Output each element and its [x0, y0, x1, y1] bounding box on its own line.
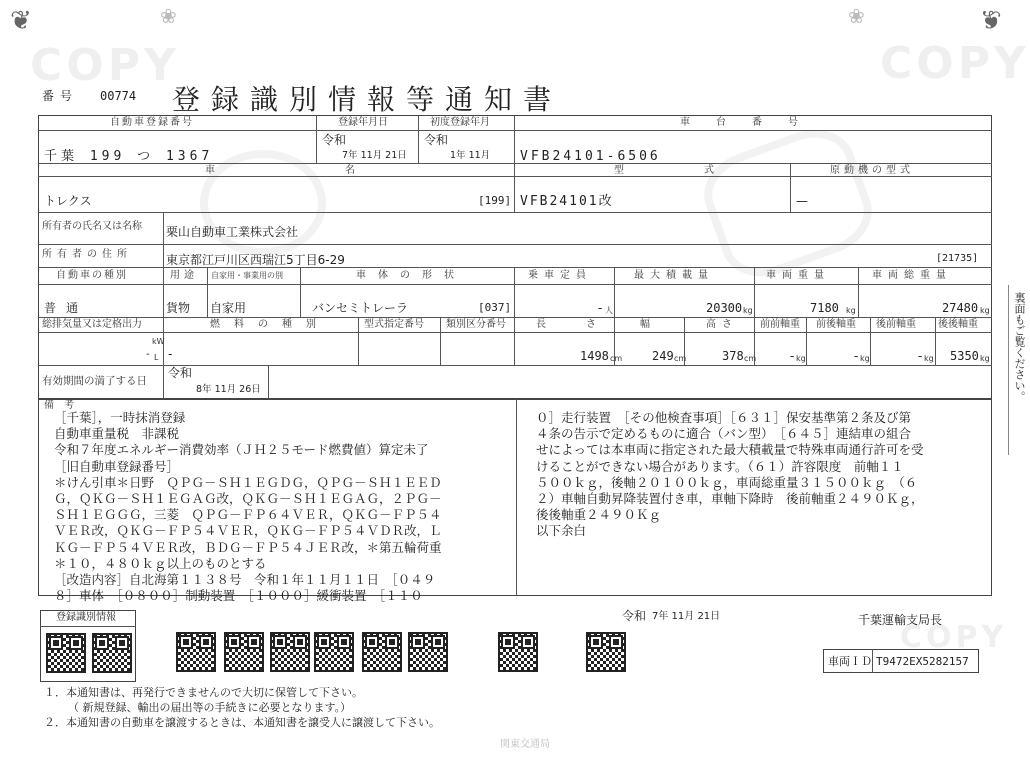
vehicle-kind-value: 普通 [44, 301, 89, 315]
front-front-axle-label: 前前軸重 [760, 319, 800, 330]
max-load-value: 20300 [706, 301, 743, 315]
fuel-value: - [168, 347, 173, 361]
note-1: １．本通知書は、再発行できませんので大切に保管して下さい。 [44, 686, 363, 699]
remarks-line: Ｇ，ＱＫＧ－ＳＨ１ＥＧＡＧ改，ＱＫＧ－ＳＨ１ＥＧＡＧ，２ＰＧ－ [54, 491, 442, 507]
biz-label: 自家用・事業用の別 [211, 271, 283, 280]
remarks-line: ＶＥＲ改，ＱＫＧ－ＦＰ５４ＶＥＲ，ＱＫＧ－ＦＰ５４ＶＤＲ改，Ｌ [54, 523, 442, 539]
watermark-copy-left: COPY [30, 40, 180, 91]
vehicle-id-label: 車両ＩＤ [828, 655, 872, 668]
capacity-unit: 人 [605, 306, 613, 315]
class-no-label: 類別区分番号 [446, 319, 506, 330]
reg-no-label: 自動車登録番号 [110, 117, 194, 128]
remarks-line: 自動車重量税 非課税 [54, 426, 180, 442]
remarks-line: ＊１０，４８０ｋｇ以上のものとする [54, 555, 267, 571]
height-label: 高さ [706, 319, 738, 330]
front-front-axle-value: - [790, 349, 795, 363]
remarks-line: ［旧自動車登録番号］ [54, 458, 180, 474]
displacement-label: 総排気量又は定格出力 [42, 319, 142, 330]
reg-info-label: 登録識別情報 [56, 612, 116, 623]
remarks-line: ［改造内容］自北海第１１３８号 令和１年１１月１１日 ［０４９ [54, 572, 436, 588]
fuel-label: 燃料の種別 [210, 319, 330, 330]
front-rear-axle-value: - [854, 349, 859, 363]
reg-date-value: 7年 11月 21日 [342, 150, 407, 161]
height-unit: cm [744, 354, 757, 363]
qr-code-4-icon [224, 632, 264, 672]
qr-code-7-icon [362, 632, 402, 672]
type-code: [199] [478, 194, 512, 207]
issuer-name: 千葉運輸支局長 [858, 613, 943, 627]
use-value: 貨物 [166, 301, 191, 315]
width-value: 249 [652, 349, 674, 363]
expiry-era: 令和 [168, 366, 193, 380]
watermark-copy-right: COPY [880, 38, 1030, 89]
remarks-line: ５００ｋｇ，後軸２０１００ｋｇ，車両総重量３１５００ｋｇ （６ [536, 474, 918, 490]
number-value: 00774 [100, 89, 137, 103]
rear-rear-axle-value: 5350 [950, 349, 979, 363]
note-2: ２．本通知書の自動車を譲渡するときは、本通知書を譲受人に譲渡して下さい。 [44, 716, 440, 729]
max-load-label: 最大積載量 [634, 270, 714, 281]
vehicle-kind-label: 自動車の種別 [56, 270, 128, 281]
document-title: 登録識別情報等通知書 [172, 83, 563, 116]
length-label: 長さ [536, 319, 636, 330]
car-name-value: トレクス [44, 194, 92, 208]
side-note: 裏面もご覧ください。 [1013, 292, 1026, 402]
watermark-copy-bottom: COPY [900, 620, 1008, 655]
type-label: 型式 [614, 165, 794, 176]
length-value: 1498 [580, 349, 609, 363]
corner-ornament-left-icon: ❦ [10, 6, 32, 36]
expiry-label: 有効期間の満了する日 [42, 375, 147, 387]
remarks-line: ４条の告示で定めるものに適合（バン型） ［６４５］連結車の組合 [536, 426, 912, 442]
biz-value: 自家用 [210, 301, 247, 315]
kw-unit: kW [152, 337, 165, 346]
expiry-date: 8年 11月 26日 [196, 384, 261, 395]
qr-code-3-icon [176, 632, 216, 672]
chassis-value: VFB24101-6506 [520, 149, 661, 164]
front-rear-axle-label: 前後軸重 [816, 319, 856, 330]
issue-date: 7年 11月 21日 [652, 611, 721, 622]
first-reg-label: 初度登録年月 [430, 117, 490, 128]
qr-code-2-icon [92, 633, 132, 673]
car-name-label: 車名 [205, 165, 485, 176]
chassis-label: 車台番号 [680, 117, 824, 128]
front-rear-axle-unit: kg [860, 354, 870, 363]
gross-weight-label: 車両総重量 [872, 270, 952, 281]
first-reg-era: 令和 [424, 133, 449, 147]
capacity-label: 乗車定員 [528, 270, 592, 281]
body-shape-code: [037] [478, 301, 512, 314]
qr-code-1-icon [46, 633, 86, 673]
qr-code-9-icon [498, 632, 538, 672]
owner-name-value: 栗山自動車工業株式会社 [166, 225, 299, 239]
displacement-value: - [146, 349, 150, 360]
remarks-line: ＳＨ１ＥＧＧＧ，三菱 ＱＰＧ－ＦＰ６４ＶＥＲ，ＱＫＧ－ＦＰ５４ [54, 507, 442, 523]
engine-type-label: 原動機の型式 [830, 165, 914, 176]
rear-rear-axle-label: 後後軸重 [938, 319, 978, 330]
engine-type-value: — [796, 194, 808, 208]
remarks-line: ＫＧ－ＦＰ５４ＶＥＲ改，ＢＤＧ－ＦＰ５４ＪＥＲ改，＊第五輪荷重 [54, 539, 442, 555]
front-front-axle-unit: kg [796, 354, 806, 363]
remarks-line: せによっては本車両に指定された最大積載量で特殊車両通行許可を受 [536, 442, 924, 458]
qr-code-5-icon [270, 632, 310, 672]
qr-code-8-icon [408, 632, 448, 672]
owner-name-label: 所有者の氏名又は名称 [42, 221, 142, 232]
width-label: 幅 [640, 319, 652, 330]
length-unit: cm [610, 354, 623, 363]
body-shape-value: バンセミトレーラ [312, 301, 409, 315]
height-value: 378 [722, 349, 744, 363]
qr-code-10-icon [586, 632, 626, 672]
owner-address-code: [21735] [936, 253, 979, 264]
model-no-label: 型式指定番号 [364, 319, 424, 330]
remarks-line: ［千葉］，一時抹消登録 [54, 410, 186, 425]
remarks-line: ２）車軸自動昇降装置付き車，車軸下降時 後前軸重２４９０Ｋｇ， [536, 491, 924, 507]
reg-era: 令和 [322, 133, 347, 147]
first-reg-value: 1年 11月 [450, 150, 491, 161]
capacity-value: - [598, 301, 603, 315]
owner-address-value: 東京都江戸川区西瑞江5丁目6-29 [166, 253, 345, 267]
owner-address-label: 所有者の住所 [42, 249, 132, 260]
type-value: VFB24101改 [520, 194, 614, 209]
width-unit: cm [674, 354, 687, 363]
gross-weight-value: 27480 [942, 301, 979, 315]
vehicle-weight-value: 7180 [810, 301, 839, 315]
body-shape-label: 車体の形状 [356, 270, 466, 281]
seal-right-icon: ❀ [848, 4, 865, 28]
corner-ornament-right-icon: ❦ [980, 6, 1002, 36]
rear-front-axle-label: 後前軸重 [876, 319, 916, 330]
vehicle-id-value: T9472EX5282157 [876, 655, 969, 668]
issue-era: 令和 [622, 609, 647, 623]
rear-front-axle-value: - [918, 349, 923, 363]
vehicle-weight-unit: kg [846, 306, 856, 315]
remarks-line: ＊けん引車＊日野 ＱＰＧ－ＳＨ１ＥＧＤＧ，ＱＰＧ－ＳＨ１ＥＥＤ [54, 474, 442, 490]
gross-weight-unit: kg [980, 306, 990, 315]
vehicle-weight-label: 車両重量 [766, 270, 830, 281]
rear-front-axle-unit: kg [924, 354, 934, 363]
remarks-right [536, 410, 924, 540]
max-load-unit: kg [743, 306, 753, 315]
liter-unit: L [154, 353, 159, 362]
remarks-line: 後後軸重２４９０Ｋｇ [536, 507, 662, 523]
remarks-line: 令和７年度エネルギー消費効率（ＪＨ２５モード燃費値）算定未了 [54, 442, 429, 458]
bottom-stamp: 関東交通局 [500, 739, 550, 750]
remarks-line: ８］車体 ［０８００］制動装置 ［１０００］緩衝装置 ［１１０ [54, 588, 423, 604]
reg-no-value: 千葉 199 つ 1367 [44, 149, 214, 164]
use-label: 用途 [170, 270, 198, 281]
remarks-line: けることができない場合があります。（６１）許容限度 前軸１１ [536, 458, 904, 474]
rear-rear-axle-unit: kg [980, 354, 990, 363]
reg-date-label: 登録年月日 [338, 117, 388, 128]
remarks-line: 以下余白 [536, 523, 587, 539]
remarks-line: ０］走行装置 ［その他検査事項］［６３１］保安基準第２条及び第 [536, 410, 912, 425]
seal-left-icon: ❀ [160, 4, 177, 28]
qr-code-6-icon [314, 632, 354, 672]
note-1b: （ 新規登録、輸出の届出等の手続きに必要となります。） [68, 701, 352, 714]
remarks-left [54, 410, 442, 604]
number-label: 番号 [42, 89, 79, 103]
remarks-label: 備考 [44, 400, 84, 411]
